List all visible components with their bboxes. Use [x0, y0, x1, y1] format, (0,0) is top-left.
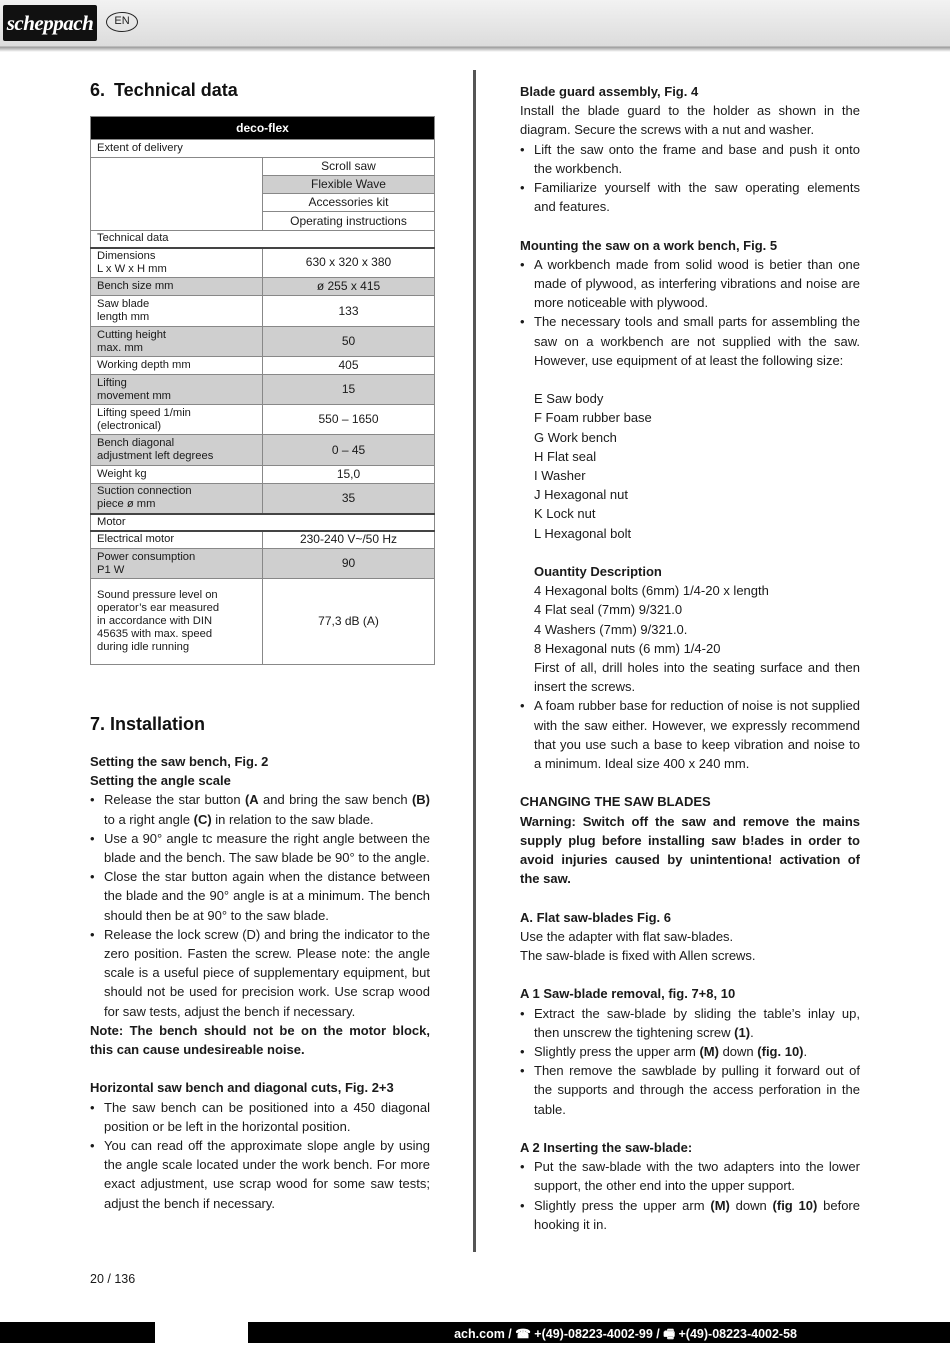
spec-value: 35: [263, 484, 435, 514]
list-item: • Slightly press the upper arm (M) down (fig 10) before hooking it in.: [520, 1196, 860, 1234]
list-item: • Extract the saw-blade by sliding the table’s inlay up, then unscrew the tightening screw (1).: [520, 1004, 860, 1042]
column-divider: [473, 70, 476, 1252]
warning: Warning: Switch off the saw and remove the mains supply plug before installing saw b!ades in order to avoid injuries caused by unintentiona! activation of the saw.: [520, 813, 860, 887]
spec-label: Weight kg: [91, 466, 263, 484]
page-number: 20 / 136: [90, 1272, 136, 1286]
delivery-item: Accessories kit: [263, 194, 435, 212]
note: Note: The bench should not be on the motor block, this can cause undesireable noise.: [90, 1022, 430, 1058]
spec-value: 230-240 V~/50 Hz: [263, 531, 435, 549]
technical-data-table: [90, 116, 435, 665]
spec-label: Bench diagonal adjustment left degrees: [91, 435, 263, 466]
section-title-technical-data: 6. Technical data: [90, 80, 238, 100]
parts-item: L Hexagonal bolt: [534, 525, 632, 541]
spec-label: Saw blade length mm: [91, 296, 263, 327]
delivery-item: Scroll saw: [263, 158, 435, 176]
spec-label: Lifting movement mm: [91, 375, 263, 405]
spec-value: 550 – 1650: [263, 405, 435, 435]
right-column-text: [520, 82, 860, 1234]
list-item: • The saw bench can be positioned into a 450 diagonal position or be left in the horizontal position.: [90, 1098, 430, 1136]
list-item: • A foam rubber base for reduction of noise is not supplied with the saw either. However, we expressly recommend that you use such a base to keep vibration and noise to a minimum. Ideal size 400 x 240 mm.: [520, 696, 860, 773]
spec-label: Sound pressure level on operator’s ear measured in accordance with DIN 45635 with max. speed during idle running: [91, 579, 263, 665]
spec-value: 77,3 dB (A): [263, 579, 435, 665]
page-header: [0, 0, 950, 47]
heading: CHANGING THE SAW BLADES: [520, 794, 711, 810]
parts-item: G Work bench: [534, 429, 617, 445]
list-item: • Then remove the sawblade by pulling it forward out of the supports and through the access perforation in the table.: [520, 1061, 860, 1119]
spec-value: 15: [263, 375, 435, 405]
spec-label: Dimensions L x W x H mm: [91, 248, 263, 278]
heading: Setting the saw bench, Fig. 2: [90, 754, 269, 769]
spec-value: ø 255 x 415: [263, 278, 435, 296]
list-item: • Slightly press the upper arm (M) down (fig. 10).: [520, 1042, 860, 1061]
paragraph: The saw-blade is fixed with Allen screws.: [520, 948, 756, 964]
section-title-installation: 7. Installation: [90, 714, 206, 734]
brand-logo: scheppach: [3, 5, 97, 41]
quantity-item: 4 Washers (7mm) 9/321.0.: [534, 621, 688, 637]
footer-contact: ach.com / ☎ +(49)-08223-4002-99 / 🖷 +(49)-08223-4002-58: [454, 1327, 797, 1341]
heading: A 2 Inserting the saw-blade:: [520, 1140, 693, 1156]
parts-item: J Hexagonal nut: [534, 487, 628, 503]
heading: Horizontal saw bench and diagonal cuts, Fig. 2+3: [90, 1080, 394, 1096]
technical-data-label: Technical data: [91, 231, 435, 248]
spec-value: 0 – 45: [263, 435, 435, 466]
list-item: • Close the star button again when the distance between the blade and the 90° angle is at a minimum. The bench should then be at 90° to the saw blade.: [90, 867, 430, 925]
spec-value: 405: [263, 357, 435, 375]
quantity-item: 4 Hexagonal bolts (6mm) 1/4-20 x length: [534, 583, 769, 599]
list-item: • Use a 90° angle tc measure the right angle between the blade and the bench. The saw blade be 90° to the angle.: [90, 829, 430, 867]
list-item: • A workbench made from solid wood is betier than one made of plywood, as interfering vibrations and noise are more noticeable with plywood.: [520, 255, 860, 313]
fax-icon: 🖷: [663, 1327, 676, 1341]
heading: Mounting the saw on a work bench, Fig. 5: [520, 237, 778, 253]
spec-value: 15,0: [263, 466, 435, 484]
list-item: • Release the lock screw (D) and bring the indicator to the zero position. Fasten the screw. Please note: the angle scale is a useful piece of supplementary equipment, but should not be used for precision work. Use scrap wood for saw tests, adjust the bench if necessary.: [90, 925, 430, 1021]
spec-label: Power consumption P1 W: [91, 549, 263, 579]
list-item: • The necessary tools and small parts for assembling the saw on a workbench are not supplied with the saw. However, use equipment of at least the following size:: [520, 312, 860, 370]
quantity-item: 8 Hexagonal nuts (6 mm) 1/4-20: [534, 640, 721, 656]
delivery-item: Flexible Wave: [263, 176, 435, 194]
delivery-blank-cell: [91, 158, 263, 231]
motor-label: Motor: [91, 514, 435, 531]
list-item: • Put the saw-blade with the two adapters into the lower support, the other end into the upper support.: [520, 1157, 860, 1195]
model-header: deco-flex: [91, 117, 435, 140]
paragraph: First of all, drill holes into the seating surface and then insert the screws.: [534, 660, 860, 695]
language-badge: EN: [106, 12, 138, 32]
spec-label: Electrical motor: [91, 531, 263, 549]
list-item: • Lift the saw onto the frame and base and push it onto the workbench.: [520, 140, 860, 178]
spec-label: Bench size mm: [91, 278, 263, 296]
heading: Blade guard assembly, Fig. 4: [520, 84, 699, 99]
installation-text: [90, 752, 430, 1213]
heading: A. Flat saw-blades Fig. 6: [520, 909, 671, 925]
list-item: • Familiarize yourself with the saw operating elements and features.: [520, 178, 860, 216]
parts-item: I Washer: [534, 468, 586, 484]
footer-gap: [155, 1322, 248, 1343]
list-item: • Release the star button (A and bring the saw bench (B) to a right angle (C) in relation to the saw blade.: [90, 790, 430, 828]
spec-label: Suction connection piece ø mm: [91, 484, 263, 514]
delivery-label: Extent of delivery: [91, 140, 435, 158]
header-shadow: [0, 47, 950, 52]
spec-value: 133: [263, 296, 435, 327]
spec-value: 50: [263, 327, 435, 357]
spec-value: 90: [263, 549, 435, 579]
quantity-item: 4 Flat seal (7mm) 9/321.0: [534, 602, 683, 618]
spec-label: Working depth mm: [91, 357, 263, 375]
paragraph: Use the adapter with flat saw-blades.: [520, 928, 734, 944]
heading: A 1 Saw-blade removal, fig. 7+8, 10: [520, 986, 736, 1002]
spec-label: Lifting speed 1/min (electronical): [91, 405, 263, 435]
heading: Setting the angle scale: [90, 773, 231, 789]
list-item: • You can read off the approximate slope angle by using the angle scale located under the work bench. For more exact adjustment, use scrap wood for some saw tests; adjust the bench if necessary.: [90, 1136, 430, 1213]
parts-item: K Lock nut: [534, 506, 596, 522]
parts-item: E Saw body: [534, 391, 604, 407]
parts-item: F Foam rubber base: [534, 410, 652, 426]
paragraph: Install the blade guard to the holder as shown in the diagram. Secure the screws with a nut and washer.: [520, 103, 860, 138]
phone-icon: ☎: [515, 1327, 531, 1341]
spec-label: Cutting height max. mm: [91, 327, 263, 357]
heading: Ouantity Description: [534, 564, 662, 580]
parts-item: H Flat seal: [534, 448, 597, 464]
spec-value: 630 x 320 x 380: [263, 248, 435, 278]
delivery-item: Operating instructions: [263, 212, 435, 231]
